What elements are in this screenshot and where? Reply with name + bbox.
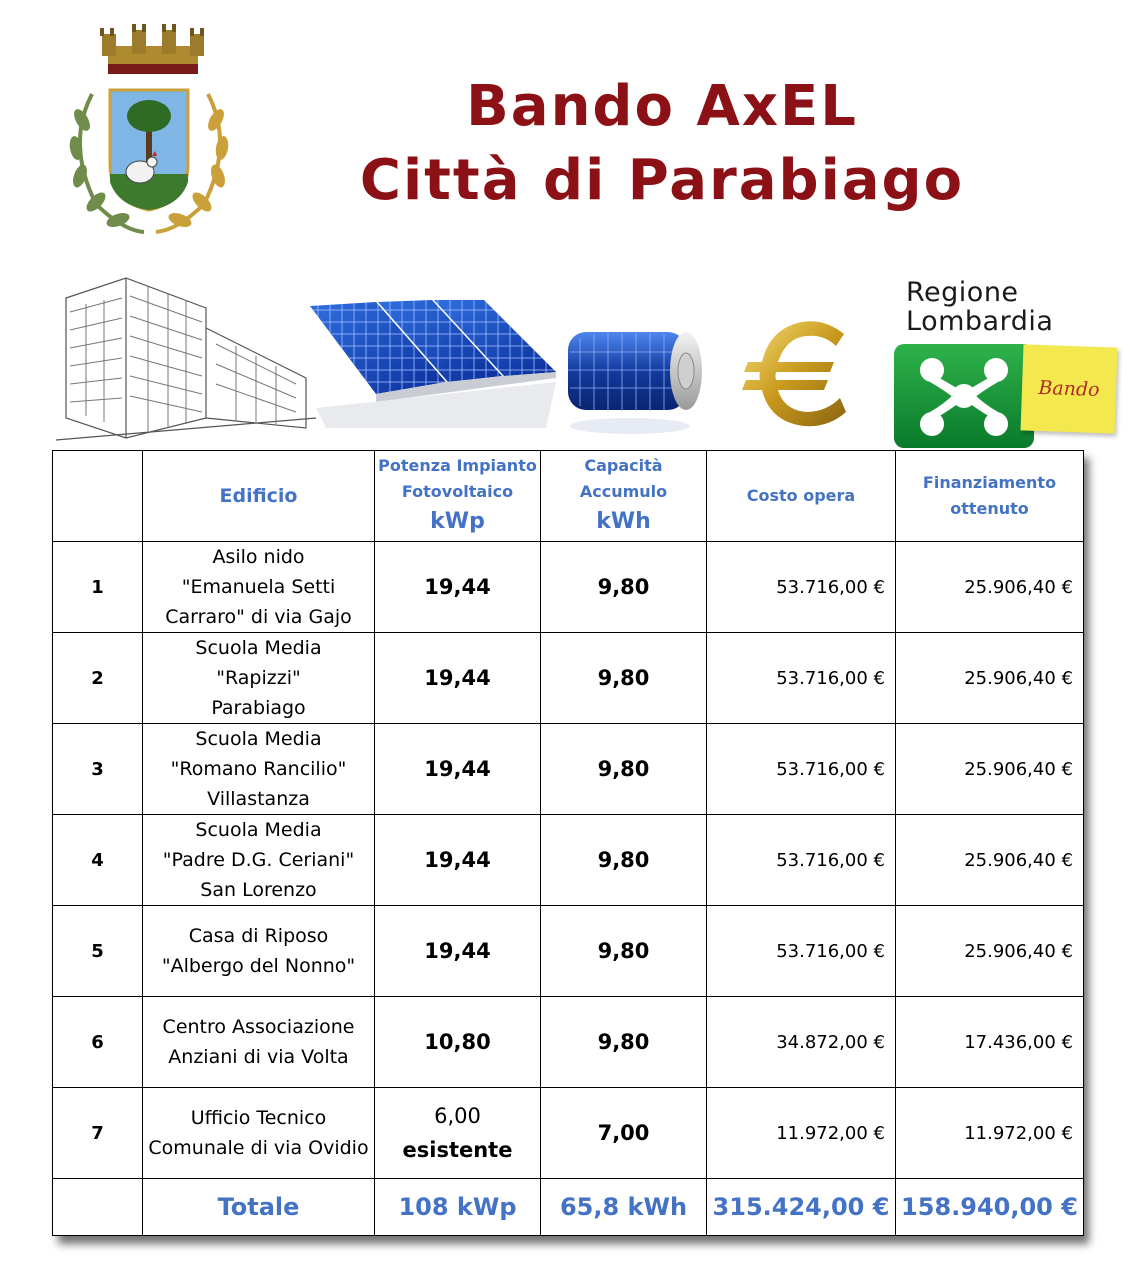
table-row — [53, 542, 1084, 633]
row-costo: 53.716,00 € — [707, 906, 896, 997]
row-edificio-line: Scuola Media — [195, 728, 322, 750]
row-edificio-line: "Rapizzi" — [216, 667, 301, 689]
header-potenza-line2: Fotovoltaico — [401, 482, 514, 501]
row-edificio-line: Anziani di via Volta — [168, 1046, 349, 1068]
banner — [0, 262, 1137, 452]
solar-panel-icon — [306, 298, 560, 434]
table-header-row — [53, 451, 1084, 542]
row-capacita: 9,80 — [541, 724, 707, 815]
title-line-2: Città di Parabiago — [359, 148, 965, 213]
euro-icon — [740, 314, 860, 434]
row-costo: 53.716,00 € — [707, 815, 896, 906]
parabiago-crest-logo — [52, 24, 232, 240]
table-row — [53, 997, 1084, 1088]
totals-capacita: 65,8 kWh — [541, 1179, 707, 1236]
row-finanziamento: 25.906,40 € — [896, 724, 1084, 815]
totals-row — [53, 1179, 1084, 1236]
regione-lombardia-logo — [890, 262, 1130, 452]
postit-note: Bando — [1021, 344, 1118, 433]
row-edificio — [143, 1088, 375, 1179]
table-row — [53, 633, 1084, 724]
row-potenza: 19,44 — [375, 542, 541, 633]
totals-label: Totale — [143, 1179, 375, 1236]
row-potenza: 19,44 — [375, 815, 541, 906]
row-edificio — [143, 724, 375, 815]
header-index — [53, 451, 143, 542]
header-finanziamento — [896, 451, 1084, 542]
totals-empty — [53, 1179, 143, 1236]
row-edificio-line: Casa di Riposo — [188, 925, 329, 947]
header-potenza-unit: kWp — [430, 509, 485, 534]
regione-line-2: Lombardia — [906, 306, 1054, 337]
totals-potenza: 108 kWp — [375, 1179, 541, 1236]
row-edificio — [143, 906, 375, 997]
row-capacita: 9,80 — [541, 633, 707, 724]
row-index: 5 — [53, 906, 143, 997]
row-edificio-line: "Albergo del Nonno" — [161, 955, 356, 977]
row-edificio-line: "Padre D.G. Ceriani" — [162, 849, 355, 871]
row-edificio — [143, 815, 375, 906]
row-edificio-line: Villastanza — [207, 788, 310, 810]
row-index: 3 — [53, 724, 143, 815]
row-costo: 53.716,00 € — [707, 542, 896, 633]
row-costo: 53.716,00 € — [707, 724, 896, 815]
row-costo: 34.872,00 € — [707, 997, 896, 1088]
header-capacita-unit: kWh — [596, 509, 651, 534]
row-index: 7 — [53, 1088, 143, 1179]
funding-table — [52, 450, 1083, 1236]
totals-finanziamento: 158.940,00 € — [896, 1179, 1084, 1236]
table-row — [53, 815, 1084, 906]
page-title — [262, 70, 1062, 218]
row-potenza: 19,44 — [375, 724, 541, 815]
row-edificio-line: Ufficio Tecnico — [190, 1107, 327, 1129]
title-line-1: Bando AxEL — [466, 74, 858, 139]
table-row — [53, 724, 1084, 815]
regione-lombardia-text — [906, 278, 1053, 336]
row-potenza: 19,44 — [375, 906, 541, 997]
row-edificio-line: Carraro" di via Gajo — [165, 606, 352, 628]
row-edificio — [143, 542, 375, 633]
row-finanziamento: 25.906,40 € — [896, 906, 1084, 997]
battery-icon — [560, 318, 710, 438]
row-potenza-note: esistente — [402, 1138, 513, 1162]
header-fin-line1: Finanziamento — [922, 473, 1057, 492]
row-capacita: 9,80 — [541, 997, 707, 1088]
row-capacita: 9,80 — [541, 542, 707, 633]
row-finanziamento: 25.906,40 € — [896, 542, 1084, 633]
row-index: 2 — [53, 633, 143, 724]
row-capacita: 7,00 — [541, 1088, 707, 1179]
row-costo: 53.716,00 € — [707, 633, 896, 724]
row-edificio-line: Scuola Media — [195, 819, 322, 841]
header-capacita-line1: Capacità Accumulo — [579, 456, 668, 501]
row-edificio-line: "Emanuela Setti — [181, 576, 336, 598]
header-capacita — [541, 451, 707, 542]
row-costo: 11.972,00 € — [707, 1088, 896, 1179]
row-index: 4 — [53, 815, 143, 906]
lombardia-rose-icon — [890, 340, 1040, 448]
row-finanziamento: 25.906,40 € — [896, 815, 1084, 906]
row-finanziamento: 11.972,00 € — [896, 1088, 1084, 1179]
row-index: 6 — [53, 997, 143, 1088]
row-potenza: 19,44 — [375, 633, 541, 724]
shield-icon — [110, 90, 188, 210]
row-edificio-line: Scuola Media — [195, 637, 322, 659]
totals-costo: 315.424,00 € — [707, 1179, 896, 1236]
row-capacita: 9,80 — [541, 815, 707, 906]
header-potenza-line1: Potenza Impianto — [378, 456, 537, 475]
header-fin-line2: ottenuto — [950, 499, 1029, 518]
row-edificio-line: Comunale di via Ovidio — [148, 1137, 369, 1159]
row-potenza-value: 6,00 — [434, 1104, 481, 1128]
header-potenza — [375, 451, 541, 542]
row-edificio — [143, 997, 375, 1088]
building-sketch-icon — [56, 268, 316, 444]
row-finanziamento: 25.906,40 € — [896, 633, 1084, 724]
row-potenza — [375, 1088, 541, 1179]
row-edificio-line: "Romano Rancilio" — [170, 758, 347, 780]
table-row — [53, 906, 1084, 997]
row-edificio-line: Centro Associazione — [162, 1016, 355, 1038]
row-edificio-line: San Lorenzo — [200, 879, 317, 901]
regione-line-1: Regione — [906, 277, 1019, 308]
header-costo: Costo opera — [707, 451, 896, 542]
row-finanziamento: 17.436,00 € — [896, 997, 1084, 1088]
row-potenza: 10,80 — [375, 997, 541, 1088]
row-edificio — [143, 633, 375, 724]
header-edificio: Edificio — [143, 451, 375, 542]
row-index: 1 — [53, 542, 143, 633]
row-edificio-line: Parabiago — [211, 697, 306, 719]
row-edificio-line: Asilo nido — [212, 546, 305, 568]
crown-icon — [100, 24, 204, 74]
table-row — [53, 1088, 1084, 1179]
row-capacita: 9,80 — [541, 906, 707, 997]
